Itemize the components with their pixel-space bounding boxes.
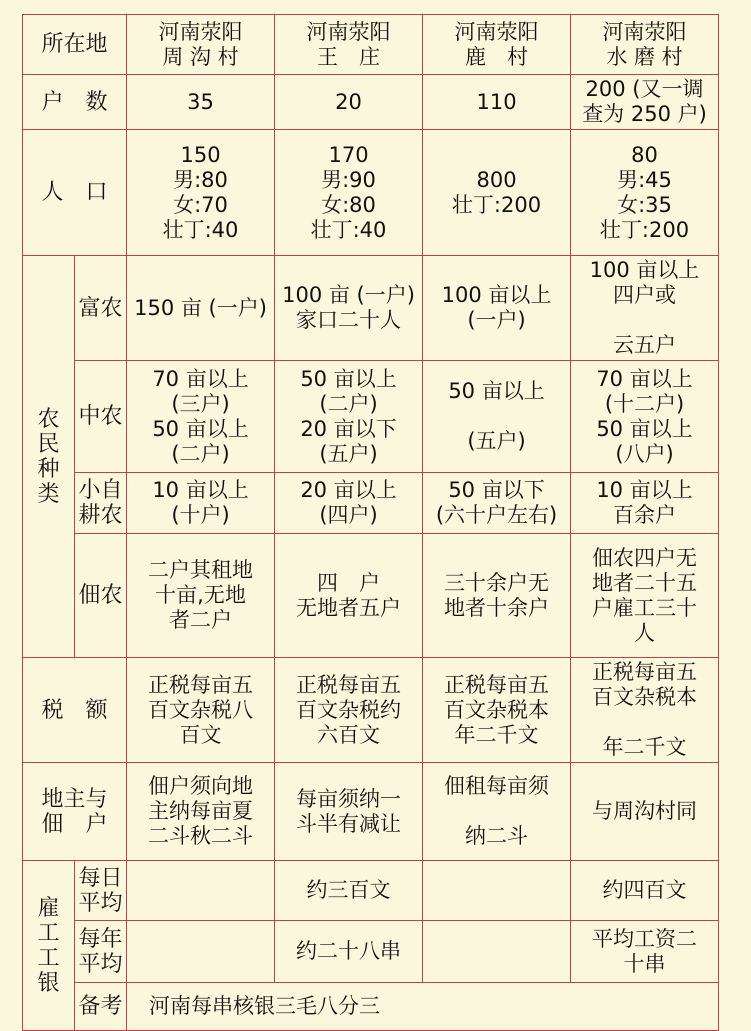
village-shuimo: 河南荥阳 水 磨 村: [571, 15, 719, 75]
population-value: 170 男:90 女:80 壮丁:40: [275, 130, 423, 256]
population-label: 人 口: [23, 130, 127, 256]
households-label: 户 数: [23, 75, 127, 130]
tax-value: 正税每亩五 百文杂税约 六百文: [275, 658, 423, 763]
note-row: [23, 983, 719, 1031]
daily-wage-value: 约四百文: [571, 861, 719, 921]
village-lucun: 河南荥阳 鹿 村: [423, 15, 571, 75]
tax-label: 税 额: [23, 658, 127, 763]
rich-peasant-value: 100 亩以上 四户或 云五户: [571, 256, 719, 361]
population-row: [23, 130, 719, 256]
daily-wage-value: [127, 861, 275, 921]
note-text: 河南每串核银三毛八分三: [127, 983, 719, 1031]
tax-value: 正税每亩五 百文杂税八 百文: [127, 658, 275, 763]
daily-wage-row: [23, 861, 719, 921]
yearly-wage-value: [127, 921, 275, 983]
small-peasant-row: [23, 473, 719, 534]
tenant-label: 佃农: [75, 534, 127, 658]
yearly-wage-row: [23, 921, 719, 983]
tenant-value: 三十余户无 地者十余户: [423, 534, 571, 658]
peasant-type-label: 农 民 种 类: [23, 256, 75, 658]
households-value: 200 (又一调 查为 250 户): [571, 75, 719, 130]
survey-table: [22, 14, 719, 1031]
landlord-label: 地主与 佃 户: [23, 763, 127, 861]
tax-value: 正税每亩五 百文杂税本 年二千文: [423, 658, 571, 763]
middle-peasant-label: 中农: [75, 361, 127, 473]
yearly-wage-value: [423, 921, 571, 983]
tenant-row: [23, 534, 719, 658]
village-wangzhuang: 河南荥阳 王 庄: [275, 15, 423, 75]
middle-peasant-value: 50 亩以上 (二户) 20 亩以下 (五户): [275, 361, 423, 473]
households-value: 35: [127, 75, 275, 130]
middle-peasant-row: [23, 361, 719, 473]
tax-row: [23, 658, 719, 763]
landlord-value: 与周沟村同: [571, 763, 719, 861]
daily-wage-value: 约三百文: [275, 861, 423, 921]
middle-peasant-value: 50 亩以上 (五户): [423, 361, 571, 473]
middle-peasant-value: 70 亩以上 (十二户) 50 亩以上 (八户): [571, 361, 719, 473]
tenant-value: 佃农四户无 地者二十五 户雇工三十 人: [571, 534, 719, 658]
landlord-row: [23, 763, 719, 861]
yearly-wage-label: 每年 平均: [75, 921, 127, 983]
population-value: 80 男:45 女:35 壮丁:200: [571, 130, 719, 256]
population-value: 150 男:80 女:70 壮丁:40: [127, 130, 275, 256]
rich-peasant-value: 150 亩 (一户): [127, 256, 275, 361]
landlord-value: 佃租每亩须 纳二斗: [423, 763, 571, 861]
population-value: 800 壮丁:200: [423, 130, 571, 256]
rich-peasant-label: 富农: [75, 256, 127, 361]
wage-label: 雇 工 工 银: [23, 861, 75, 1031]
small-peasant-value: 20 亩以上 (四户): [275, 473, 423, 534]
yearly-wage-value: 约二十八串: [275, 921, 423, 983]
tax-value: 正税每亩五 百文杂税本 年二千文: [571, 658, 719, 763]
note-label: 备考: [75, 983, 127, 1031]
rich-peasant-value: 100 亩以上 (一户): [423, 256, 571, 361]
households-row: [23, 75, 719, 130]
landlord-value: 佃户须向地 主纳每亩夏 二斗秋二斗: [127, 763, 275, 861]
tenant-value: 四 户 无地者五户: [275, 534, 423, 658]
small-peasant-label: 小自 耕农: [75, 473, 127, 534]
header-row: [23, 15, 719, 75]
households-value: 20: [275, 75, 423, 130]
small-peasant-value: 10 亩以上 百余户: [571, 473, 719, 534]
tenant-value: 二户其租地 十亩,无地 者二户: [127, 534, 275, 658]
rich-peasant-row: [23, 256, 719, 361]
yearly-wage-value: 平均工资二 十串: [571, 921, 719, 983]
small-peasant-value: 10 亩以上 (十户): [127, 473, 275, 534]
households-value: 110: [423, 75, 571, 130]
landlord-value: 每亩须纳一 斗半有减让: [275, 763, 423, 861]
daily-wage-label: 每日 平均: [75, 861, 127, 921]
small-peasant-value: 50 亩以下 (六十户左右): [423, 473, 571, 534]
daily-wage-value: [423, 861, 571, 921]
middle-peasant-value: 70 亩以上 (三户) 50 亩以上 (二户): [127, 361, 275, 473]
rich-peasant-value: 100 亩 (一户) 家口二十人: [275, 256, 423, 361]
location-label: 所在地: [23, 15, 127, 75]
village-zhougou: 河南荥阳 周 沟 村: [127, 15, 275, 75]
